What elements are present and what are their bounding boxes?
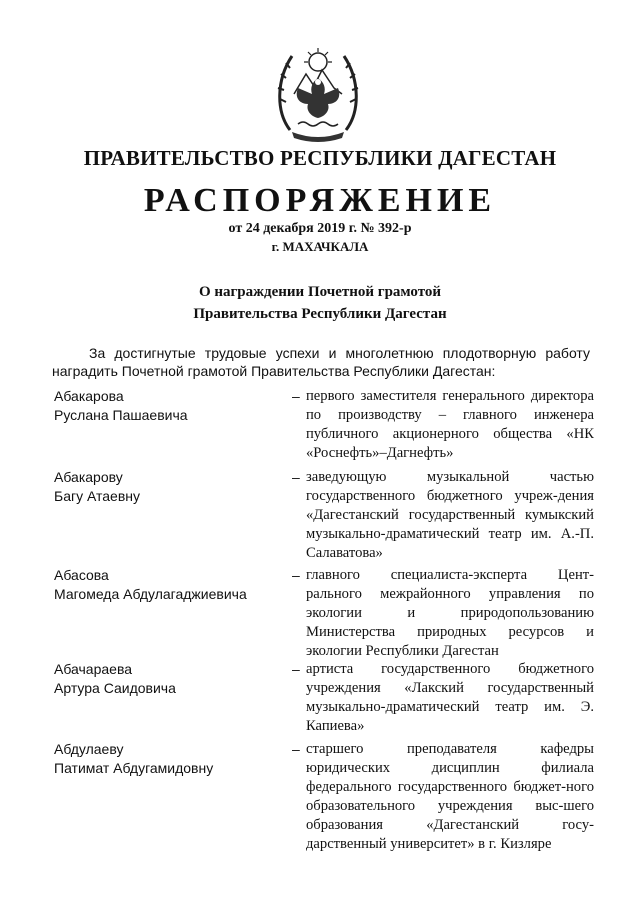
recipient-surname: Абакарову [54, 469, 123, 485]
recipient-position: первого заместителя генерального директора по производству – главного инженера публичного акционерного общества «НК «Роснефть»–Дагнефть» [306, 388, 594, 461]
subject-line-1: О награждении Почетной грамотой [198, 284, 442, 300]
recipient-name [54, 387, 284, 425]
recipient-surname: Абакарова [54, 388, 124, 404]
recipient-surname: Абасова [54, 567, 109, 583]
entry-dash: – [292, 661, 300, 677]
entry-dash: – [292, 567, 300, 583]
recipient-given-name: Магомеда Абдулагаджиевича [54, 586, 247, 602]
recipient-position: артиста государственного бюджетного учреждения «Лакский государственный музыкально-драматический театр им. Э. Капиева» [306, 661, 594, 734]
document-date-number: от 24 декабря 2019 г. № 392-р [228, 221, 412, 236]
document-subject [0, 281, 640, 325]
subject-line-2: Правительства Республики Дагестан [193, 306, 447, 322]
recipient-position: заведующую музыкальной частью государственного бюджетного учреж-дения «Дагестанский государственный кумыкский музыкально-драматический театр им. А.-П. Салаватова» [306, 469, 594, 561]
coat-of-arms-icon [272, 42, 364, 144]
government-title: ПРАВИТЕЛЬСТВО РЕСПУБЛИКИ ДАГЕСТАН [83, 146, 557, 170]
recipient-name [54, 566, 284, 604]
intro-paragraph: За достигнутые трудовые успехи и многолетнюю плодотворную работу наградить Почетной грамотой Правительства Республики Дагестан: [52, 345, 590, 379]
entry-dash: – [292, 469, 300, 485]
recipient-given-name: Патимат Абдугамидовну [54, 760, 214, 776]
recipient-surname: Абдулаеву [54, 741, 124, 757]
recipient-name [54, 468, 284, 506]
recipient-given-name: Багу Атаевну [54, 488, 140, 504]
recipient-position: старшего преподавателя кафедры юридических дисциплин филиала федерального государственного бюджет-ного образовательного учреждения выс-шего образования «Дагестанский госу-дарственный университет» в г. Кизляре [306, 741, 594, 852]
recipient-name [54, 740, 284, 778]
recipient-given-name: Руслана Пашаевича [54, 407, 188, 423]
recipient-given-name: Артура Саидовича [54, 680, 176, 696]
recipient-position: главного специалиста-эксперта Цент-рального межрайонного управления по экологии и природопользованию Министерства природных ресурсов и экологии Республики Дагестан [306, 567, 594, 659]
document-city: г. МАХАЧКАЛА [271, 239, 369, 254]
recipient-surname: Абачараева [54, 661, 133, 677]
entry-dash: – [292, 741, 300, 757]
recipient-name [54, 660, 284, 698]
document-type: РАСПОРЯЖЕНИЕ [143, 182, 497, 219]
entry-dash: – [292, 388, 300, 404]
